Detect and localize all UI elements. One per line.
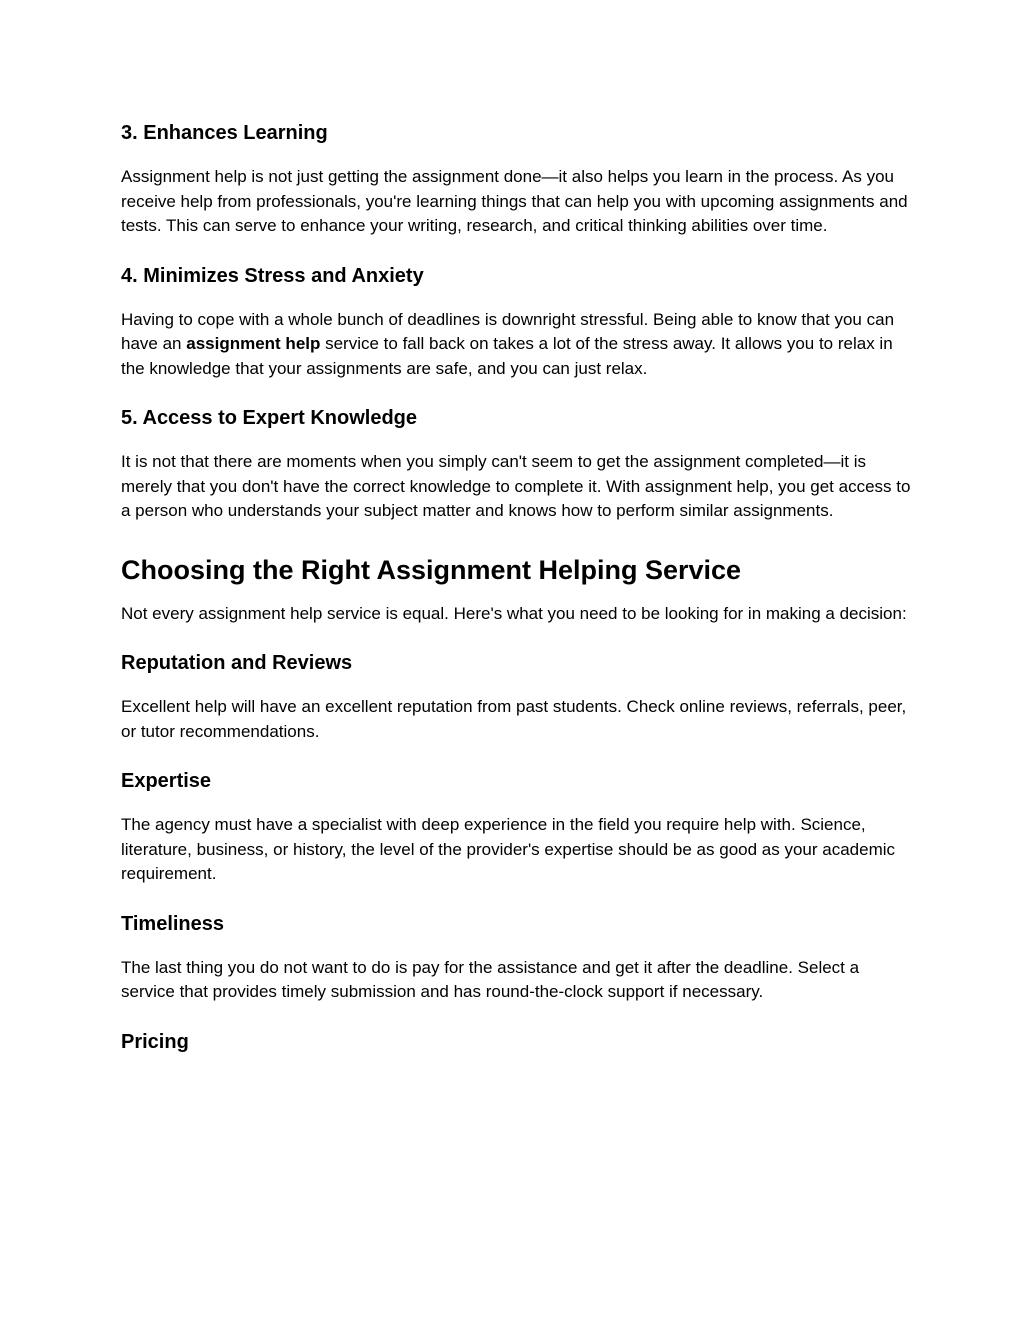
body-text-part: service to fall back on takes a lot of the stress away. It allows you to relax in the knowledge that your assignments are safe, and you can just relax. xyxy=(121,334,893,378)
section-heading-expertise: Expertise xyxy=(121,770,212,792)
section-heading-choosing: Choosing the Right Assignment Helping Service xyxy=(121,554,742,585)
section-body-enhances-learning: Assignment help is not just getting the assignment done—it also helps you learn in the process. As you receive help from professionals, you're learning things that can help you with upcoming assignments and tests. This can serve to enhance your writing, research, and critical thinking abilities over time. xyxy=(121,167,908,235)
section-body-expert-knowledge: It is not that there are moments when you simply can't seem to get the assignment completed—it is merely that you don't have the correct knowledge to complete it. With assignment help, you get access to a person who understands your subject matter and knows how to perform similar assignments. xyxy=(121,452,911,520)
bold-keyword: assignment help xyxy=(186,334,321,353)
section-body-expertise: The agency must have a specialist with deep experience in the field you require help with. Science, literature, business, or history, the level of the provider's expertise should be as good as your academic requirement. xyxy=(121,815,896,883)
section-heading-expert-knowledge: 5. Access to Expert Knowledge xyxy=(121,407,418,429)
body-text-part: Having to cope with a whole bunch of deadlines is downright stressful. Being able to know that you can have an xyxy=(121,309,895,353)
section-heading-reputation: Reputation and Reviews xyxy=(121,652,353,674)
document-page xyxy=(121,118,911,1057)
section-heading-pricing: Pricing xyxy=(121,1030,189,1053)
section-heading-minimizes-stress: 4. Minimizes Stress and Anxiety xyxy=(121,264,424,287)
section-heading-enhances-learning: 3. Enhances Learning xyxy=(121,122,328,144)
section-body-minimizes-stress xyxy=(121,308,911,382)
section-body-timeliness: The last thing you do not want to do is pay for the assistance and get it after the deadline. Select a service that provides timely submission and has round-the-clock support if necessary. xyxy=(121,957,860,1001)
section-heading-timeliness: Timeliness xyxy=(121,912,225,935)
section-body-choosing: Not every assignment help service is equal. Here's what you need to be looking for in making a decision: xyxy=(121,603,907,623)
section-body-reputation: Excellent help will have an excellent reputation from past students. Check online reviews, referrals, peer, or tutor recommendations. xyxy=(121,697,907,741)
